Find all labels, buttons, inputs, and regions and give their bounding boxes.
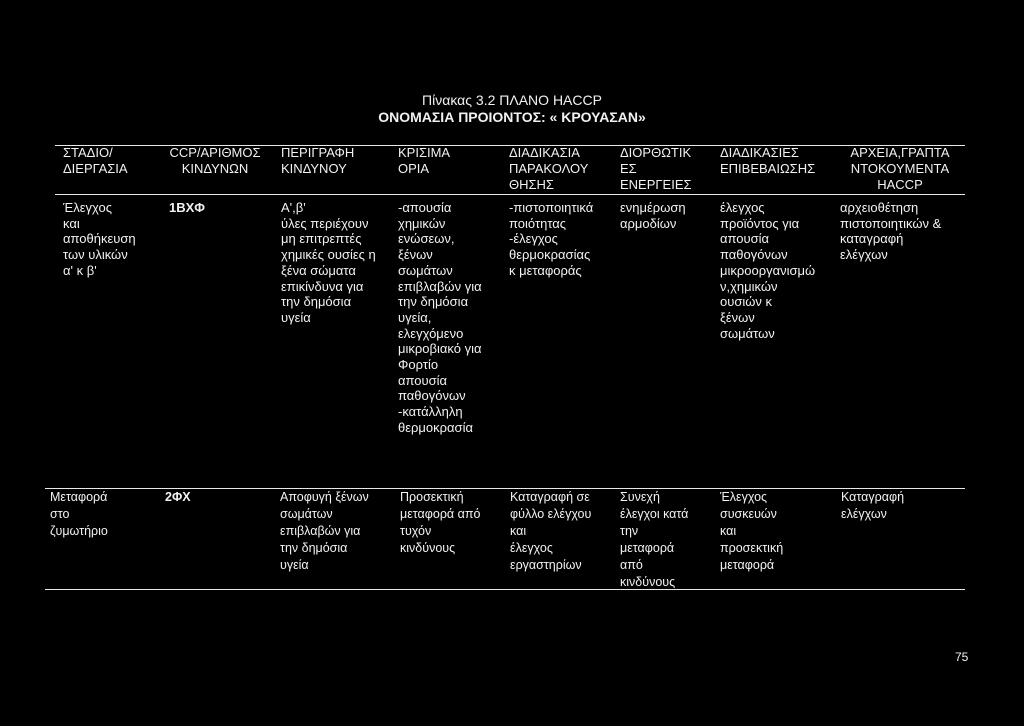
row1-verification: έλεγχος προϊόντος για απουσία παθογόνων μικροοργανισμώ ν,χημικών ουσιών κ ξένων σωμάτων bbox=[720, 200, 816, 341]
row2-ccp: 2ΦΧ bbox=[165, 490, 191, 504]
header-critical-limits: ΚΡΙΣΙΜΑ ΟΡΙΑ bbox=[398, 145, 451, 176]
header-stage: ΣΤΑΔΙΟ/ ΔΙΕΡΓΑΣΙΑ bbox=[63, 145, 128, 176]
header-records: ΑΡΧΕΙΑ,ΓΡΑΠΤΑ ΝΤΟΚΟΥΜΕΝΤΑ HACCP bbox=[850, 145, 950, 192]
row1-stage: Έλεγχος και αποθήκευση των υλικών α' κ β' bbox=[63, 200, 136, 278]
row2-stage: Μεταφορά στο ζυμωτήριο bbox=[50, 490, 108, 538]
row2-hazard: Αποφυγή ξένων σωμάτων επιβλαβών για την δημόσια υγεία bbox=[280, 490, 369, 572]
row2-records: Καταγραφή ελέγχων bbox=[841, 490, 905, 521]
table-row bbox=[55, 195, 965, 462]
header-monitoring: ΔΙΑΔΙΚΑΣΙΑ ΠΑΡΑΚΟΛΟΥ ΘΗΣΗΣ bbox=[509, 145, 589, 192]
page-number: 75 bbox=[955, 650, 969, 664]
table-caption: Πίνακας 3.2 ΠΛΑΝΟ HACCP bbox=[422, 92, 602, 108]
haccp-table-continued bbox=[45, 488, 965, 590]
header-verification: ΔΙΑΔΙΚΑΣΙΕΣ ΕΠΙΒΕΒΑΙΩΣΗΣ bbox=[720, 145, 816, 176]
header-corrective-actions: ΔΙΟΡΘΩΤΙΚ ΕΣ ΕΝΕΡΓΕΙΕΣ bbox=[620, 145, 692, 192]
header-ccp: CCP/ΑΡΙΘΜΟΣ ΚΙΝΔΥΝΩΝ bbox=[169, 145, 261, 176]
header-hazard: ΠΕΡΙΓΡΑΦΗ ΚΙΝΔΥΝΟΥ bbox=[281, 145, 355, 176]
table-header-row bbox=[55, 146, 965, 195]
row1-hazard: Α',β' ύλες περιέχουν μη επιτρεπτές χημικές ουσίες η ξένα σώματα επικίνδυνα για την δημόσια υγεία bbox=[281, 200, 376, 325]
row1-monitoring: -πιστοποιητικά ποιότητας -έλεγχος θερμοκρασίας κ μεταφοράς bbox=[509, 200, 594, 278]
row2-verification: Έλεγχος συσκευών και προσεκτική μεταφορά bbox=[720, 490, 784, 572]
row1-critical-limits: -απουσία χημικών ενώσεων, ξένων σωμάτων επιβλαβών για την δημόσια υγεία, ελεγχόμενο μικροβιακό για Φορτίο απουσία παθογόνων -κατάλληλη θερμοκρασία bbox=[398, 200, 482, 435]
table-row bbox=[45, 489, 965, 589]
row1-ccp: 1ΒΧΦ bbox=[169, 200, 205, 215]
product-name-heading: ΟΝΟΜΑΣΙΑ ΠΡΟΙΟΝΤΟΣ: « ΚΡΟΥΑΣΑΝ» bbox=[378, 109, 646, 125]
row2-corrective-actions: Συνεχή έλεγχοι κατά την μεταφορά από κινδύνους bbox=[620, 490, 689, 589]
row1-corrective-actions: ενημέρωση αρμοδίων bbox=[620, 200, 686, 231]
row1-records: αρχειοθέτηση πιστοποιητικών & καταγραφή ελέγχων bbox=[840, 200, 942, 263]
haccp-table bbox=[55, 145, 965, 462]
row2-critical-limits: Προσεκτική μεταφορά από τυχόν κινδύνους bbox=[400, 490, 481, 555]
row2-monitoring: Καταγραφή σε φύλλο ελέγχου και έλεγχος εργαστηρίων bbox=[510, 490, 592, 572]
